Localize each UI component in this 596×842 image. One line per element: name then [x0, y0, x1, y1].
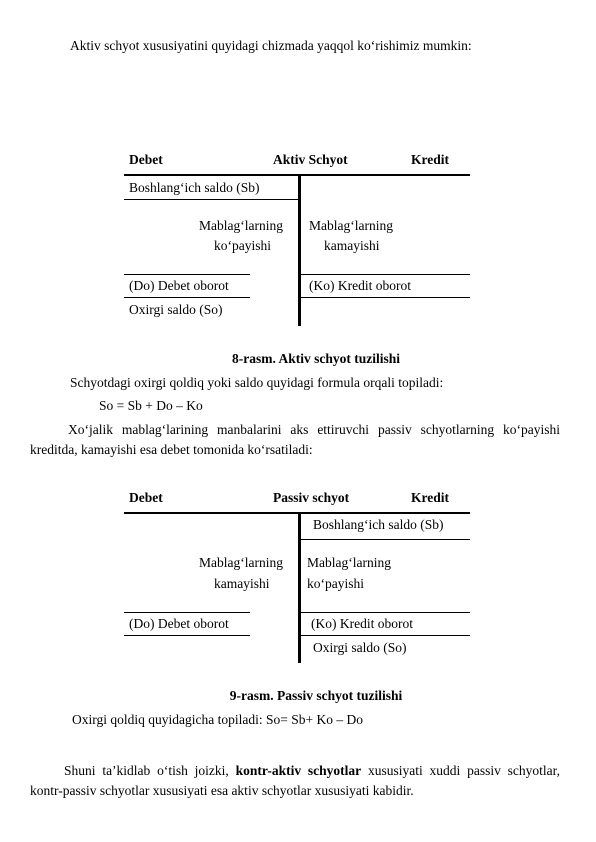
aktiv-opening-balance: Boshlang‘ich saldo (Sb) [129, 180, 260, 195]
passiv-kredit-turnover: (Ko) Kredit oborot [311, 616, 413, 631]
passiv-debet-header: Debet [129, 490, 163, 505]
paragraph-passiv-intro [30, 420, 560, 460]
intro-text: Aktiv schyot xususiyatini quyidagi chizmada yaqqol ko‘rishimiz mumkin: [70, 38, 472, 53]
paragraph-passiv-formula: Oxirgi qoldiq quyidagicha topiladi: So= Sb+ Ko – Do [72, 712, 363, 727]
aktiv-closing-balance: Oxirgi saldo (So) [129, 302, 223, 317]
aktiv-kredit-turnover-rule-bottom [301, 297, 470, 298]
passiv-right-label-2: ko‘payishi [307, 576, 364, 591]
passiv-kredit-header: Kredit [411, 490, 449, 505]
formula-aktiv: So = Sb + Do – Ko [99, 398, 203, 413]
passiv-debet-turnover-rule-bottom [124, 635, 250, 636]
para4-bold: kontr-aktiv schyotlar [235, 763, 362, 778]
aktiv-left-label-1: Mablag‘larning [199, 218, 283, 233]
caption-8-text: 8-rasm. Aktiv schyot tuzilishi [231, 351, 400, 366]
passiv-kredit-turnover-rule-bottom [301, 635, 470, 636]
aktiv-debet-turnover-rule-top [124, 274, 250, 275]
para4-pre: Shuni ta’kidlab o‘tish joizki, [64, 763, 236, 778]
passiv-opening-balance: Boshlang‘ich saldo (Sb) [313, 517, 444, 532]
aktiv-right-label-2: kamayishi [324, 238, 380, 253]
paragraph-passiv-intro-text: Xo‘jalik mablag‘larining manbalarini aks ettiruvchi passiv schyotlarning ko‘payishi kreditda, kamayishi esa debet tomonida ko‘rsatiladi: [30, 422, 560, 457]
aktiv-kredit-turnover-rule-top [301, 274, 470, 275]
aktiv-left-label-2: ko‘payishi [214, 238, 271, 253]
passiv-debet-turnover-rule-top [124, 612, 250, 613]
aktiv-debet-header: Debet [129, 152, 163, 167]
figure-caption-9 [0, 688, 596, 704]
paragraph-saldo-formula: Schyotdagi oxirgi qoldiq yoki saldo quyidagi formula orqali topiladi: [70, 375, 444, 390]
passiv-debet-turnover: (Do) Debet oborot [129, 616, 229, 631]
caption-9-text: 9-rasm. Passiv schyot tuzilishi [229, 688, 403, 703]
aktiv-right-label-1: Mablag‘larning [309, 218, 393, 233]
aktiv-title: Aktiv Schyot [273, 152, 348, 167]
aktiv-center-rule [298, 175, 301, 326]
aktiv-debet-turnover-rule-bottom [124, 297, 250, 298]
passiv-left-label-1: Mablag‘larning [199, 555, 283, 570]
paragraph-kontr-schyotlar [30, 761, 560, 801]
figure-caption-8 [0, 351, 596, 367]
aktiv-opening-rule [124, 199, 298, 200]
passiv-kredit-turnover-rule-top [301, 612, 470, 613]
passiv-right-label-1: Mablag‘larning [307, 555, 391, 570]
passiv-closing-balance: Oxirgi saldo (So) [313, 640, 407, 655]
aktiv-kredit-header: Kredit [411, 152, 449, 167]
aktiv-kredit-turnover: (Ko) Kredit oborot [309, 278, 411, 293]
aktiv-top-rule [124, 174, 470, 176]
passiv-title: Passiv schyot [273, 490, 350, 505]
passiv-left-label-2: kamayishi [214, 576, 270, 591]
passiv-opening-rule [301, 539, 470, 540]
passiv-center-rule [298, 513, 301, 663]
aktiv-debet-turnover: (Do) Debet oborot [129, 278, 229, 293]
para4-post: xususiyati xuddi passiv schyotlar, kontr-passiv schyotlar xususiyati esa aktiv schyotlar xususiyati kabidir. [30, 763, 560, 798]
passiv-top-rule [124, 512, 470, 514]
